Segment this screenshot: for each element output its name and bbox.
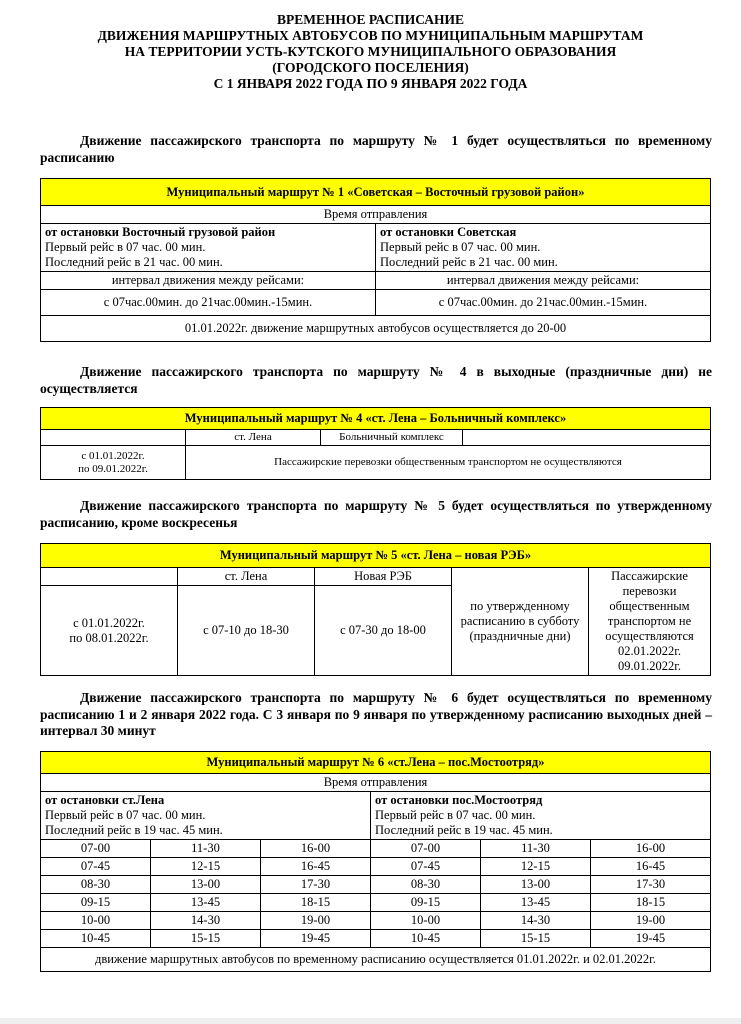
table-row: 07-45 12-15 16-45 07-45 12-15 16-45 (41, 858, 711, 876)
route6-right-last: Последний рейс в 19 час. 45 мин. (375, 823, 553, 837)
route6-intro: Движение пассажирского транспорта по маршруту № 6 будет осуществляться по временному расписанию 1 и 2 января 2022 года. С 3 января по 9 января по утвержденному расписанию выходных дней – интервал 30 минут (40, 690, 712, 738)
route6-times (41, 840, 711, 948)
route6-left-stop-cell (41, 792, 371, 840)
route1-departure-label: Время отправления (41, 206, 711, 224)
title-line: ДВИЖЕНИЯ МАРШРУТНЫХ АВТОБУСОВ ПО МУНИЦИПАЛЬНЫМ МАРШРУТАМ (97, 28, 644, 43)
route5-period: с 01.01.2022г. по 08.01.2022г. (41, 586, 178, 676)
table-row: 08-30 13-00 17-30 08-30 13-00 17-30 (41, 876, 711, 894)
route1-right-stop: от остановки Советская (380, 225, 517, 239)
route6-left-last: Последний рейс в 19 час. 45 мин. (45, 823, 223, 837)
route5-table (40, 543, 711, 676)
route1-left-interval-label: интервал движения между рейсами: (41, 272, 376, 290)
title-line: (ГОРОДСКОГО ПОСЕЛЕНИЯ) (272, 60, 469, 75)
route1-table (40, 178, 711, 342)
route1-left-interval: с 07час.00мин. до 21час.00мин.-15мин. (41, 290, 376, 316)
title-line: НА ТЕРРИТОРИИ УСТЬ-КУТСКОГО МУНИЦИПАЛЬНОГО ОБРАЗОВАНИЯ (124, 44, 617, 59)
route4-intro: Движение пассажирского транспорта по маршруту № 4 в выходные (праздничные дни) не осуществляется (40, 364, 712, 396)
route1-note: 01.01.2022г. движение маршрутных автобусов осуществляется до 20-00 (41, 316, 711, 342)
route1-right-stop-cell (376, 224, 711, 272)
table-row: 10-00 14-30 19-00 10-00 14-30 19-00 (41, 912, 711, 930)
title-line: С 1 ЯНВАРЯ 2022 ГОДА ПО 9 ЯНВАРЯ 2022 ГОДА (213, 76, 528, 91)
route6-right-stop: от остановки пос.Мостоотряд (375, 793, 543, 807)
route1-right-interval: с 07час.00мин. до 21час.00мин.-15мин. (376, 290, 711, 316)
route1-header: Муниципальный маршрут № 1 «Советская – Восточный грузовой район» (41, 179, 711, 206)
route4-table (40, 407, 711, 480)
route4-col-stop1: ст. Лена (186, 430, 321, 446)
route1-right-first: Первый рейс в 07 час. 00 мин. (380, 240, 541, 254)
route1-left-stop: от остановки Восточный грузовой район (45, 225, 276, 239)
route4-col-stop2: Больничный комплекс (321, 430, 463, 446)
route6-header: Муниципальный маршрут № 6 «ст.Лена – пос.Мостоотряд» (41, 752, 711, 774)
route5-col-stop1: ст. Лена (178, 568, 315, 586)
route6-right-first: Первый рейс в 07 час. 00 мин. (375, 808, 536, 822)
route6-table (40, 751, 711, 972)
route6-right-stop-cell (371, 792, 711, 840)
page-bottom-edge (0, 1018, 741, 1024)
route1-left-stop-cell (41, 224, 376, 272)
table-row: 10-45 15-15 19-45 10-45 15-15 19-45 (41, 930, 711, 948)
route1-left-last: Последний рейс в 21 час. 00 мин. (45, 255, 223, 269)
route1-intro: Движение пассажирского транспорта по маршруту № 1 будет осуществляться по временному расписанию (40, 133, 712, 165)
route5-header: Муниципальный маршрут № 5 «ст. Лена – новая РЭБ» (41, 544, 711, 568)
route1-left-first: Первый рейс в 07 час. 00 мин. (45, 240, 206, 254)
route4-period: с 01.01.2022г. по 09.01.2022г. (41, 446, 186, 480)
route6-left-first: Первый рейс в 07 час. 00 мин. (45, 808, 206, 822)
route1-right-interval-label: интервал движения между рейсами: (376, 272, 711, 290)
route5-time1: с 07-10 до 18-30 (178, 586, 315, 676)
route5-saturday: по утвержденному расписанию в субботу (праздничные дни) (452, 568, 589, 676)
table-row: 09-15 13-45 18-15 09-15 13-45 18-15 (41, 894, 711, 912)
route6-left-stop: от остановки ст.Лена (45, 793, 165, 807)
route4-header: Муниципальный маршрут № 4 «ст. Лена – Больничный комплекс» (41, 408, 711, 430)
route5-no-service: Пассажирские перевозки общественным транспортом не осуществляются 02.01.2022г. 09.01.2022г. (589, 568, 711, 676)
route5-col-stop2: Новая РЭБ (315, 568, 452, 586)
route6-note: движение маршрутных автобусов по временному расписанию осуществляется 01.01.2022г. и 02.01.2022г. (41, 948, 711, 972)
route5-time2: с 07-30 до 18-00 (315, 586, 452, 676)
route6-departure-label: Время отправления (41, 774, 711, 792)
route1-right-last: Последний рейс в 21 час. 00 мин. (380, 255, 558, 269)
title-line: ВРЕМЕННОЕ РАСПИСАНИЕ (276, 12, 465, 27)
document-title (40, 12, 701, 92)
table-row: 07-00 11-30 16-00 07-00 11-30 16-00 (41, 840, 711, 858)
route5-intro: Движение пассажирского транспорта по маршруту № 5 будет осуществляться по утвержденному расписанию, кроме воскресенья (40, 498, 712, 530)
route4-status: Пассажирские перевозки общественным транспортом не осуществляются (186, 446, 711, 480)
